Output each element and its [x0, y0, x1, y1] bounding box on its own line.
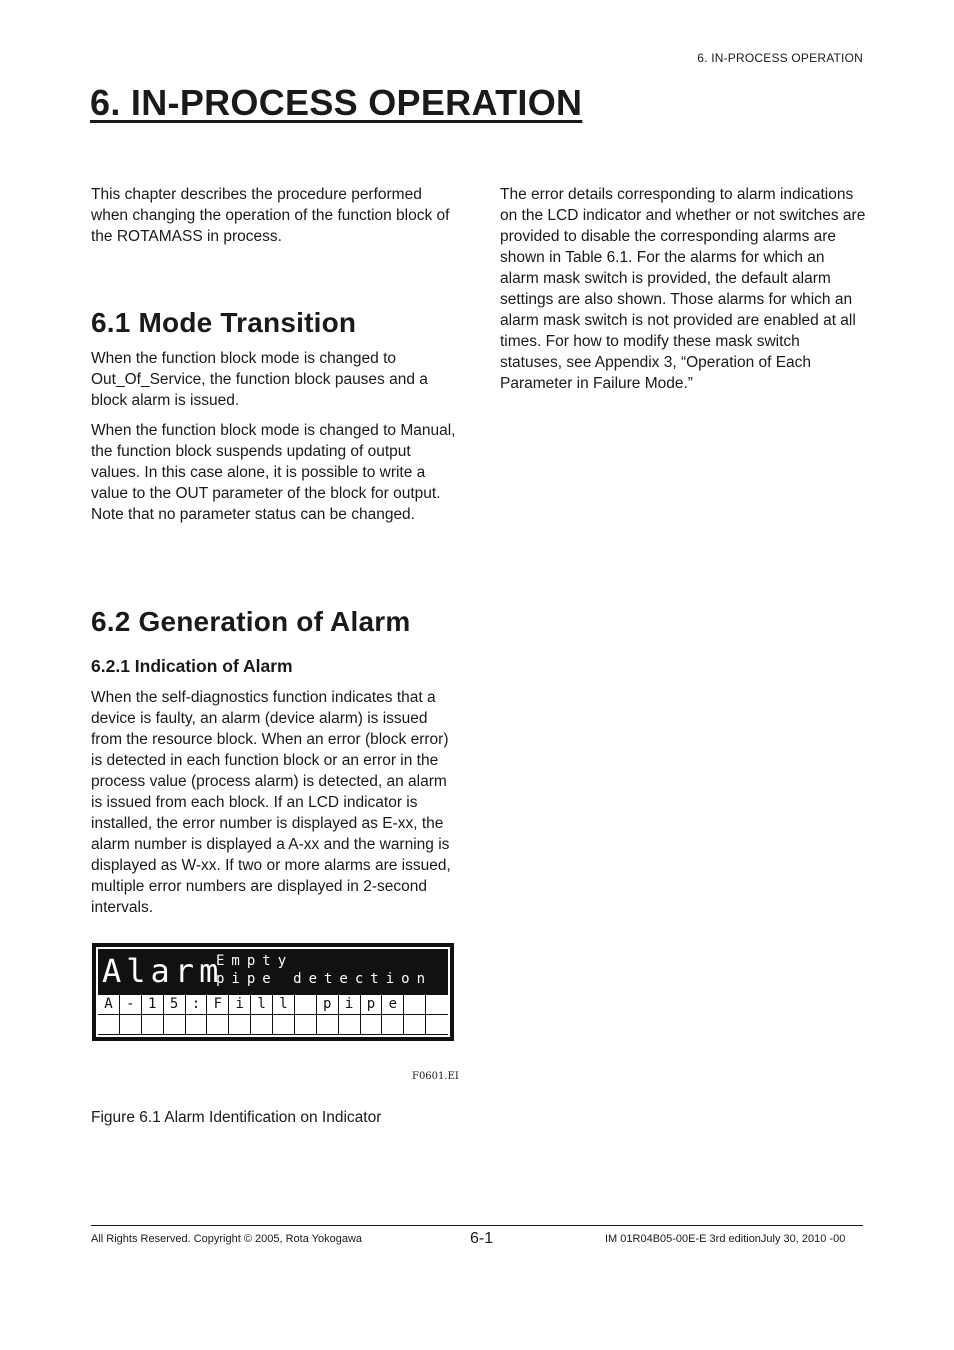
indication-of-alarm-paragraph: When the self-diagnostics function indicates that a device is faulty, an alarm (device alarm) is issued from the resource block. When an error (block error) is detected in each function block or an error in the process value (process alarm) is detected, an alarm is issued from each block. If an LCD indicator is installed, the error number is displayed as E-xx, the alarm number is displayed a A-xx and the warning is displayed as W-xx. If two or more alarms are issued, multiple error numbers are displayed in 2-second intervals. — [91, 689, 451, 916]
lcd-cell — [207, 1015, 229, 1035]
lcd-cell — [251, 1015, 273, 1035]
lcd-cell — [295, 1015, 317, 1035]
lcd-cell: l — [251, 995, 273, 1015]
section-6-1-title: 6.1 Mode Transition — [91, 307, 357, 338]
figure-code: F0601.EI — [412, 1071, 459, 1082]
lcd-cell — [273, 1015, 295, 1035]
footer-page-number: 6-1 — [470, 1230, 494, 1247]
lcd-cell: p — [361, 995, 383, 1015]
subsection-6-2-1-title: 6.2.1 Indication of Alarm — [91, 656, 293, 676]
lcd-cell: i — [229, 995, 251, 1015]
lcd-cell — [404, 995, 426, 1015]
lcd-cell — [229, 1015, 251, 1035]
lcd-cell — [98, 1015, 120, 1035]
lcd-cell: A — [98, 995, 120, 1015]
lcd-cell — [339, 1015, 361, 1035]
lcd-cell: 5 — [164, 995, 186, 1015]
section-6-2-title: 6.2 Generation of Alarm — [91, 606, 411, 637]
lcd-cell: l — [273, 995, 295, 1015]
lcd-cell — [120, 1015, 142, 1035]
lcd-cell — [404, 1015, 426, 1035]
lcd-cell: 1 — [142, 995, 164, 1015]
lcd-cell — [361, 1015, 383, 1035]
lcd-cell: : — [186, 995, 208, 1015]
lcd-cell — [295, 995, 317, 1015]
mode-transition-paragraph-1: When the function block mode is changed to Out_Of_Service, the function block pauses and a block alarm is issued. — [91, 350, 428, 409]
lcd-cell — [186, 1015, 208, 1035]
alarm-details-paragraph: The error details corresponding to alarm indications on the LCD indicator and whether or not switches are provided to disable the corresponding alarms are shown in Table 6.1. For the alarms for which an alarm mask switch is provided, the default alarm settings are also shown. Those alarms for which an alarm mask switch is not provided are enabled at all times. For how to modify these mask switch statuses, see Appendix 3, “Operation of Each Parameter in Failure Mode.” — [500, 186, 866, 392]
lcd-display — [96, 947, 450, 1037]
lcd-cell — [142, 1015, 164, 1035]
lcd-cell: - — [120, 995, 142, 1015]
lcd-indicator-figure — [92, 943, 454, 1041]
mode-transition-paragraph-2: When the function block mode is changed to Manual, the function block suspends updating of output values. In this case alone, it is possible to write a value to the OUT parameter of the block for output. Note that no parameter status can be changed. — [91, 422, 456, 523]
lcd-cell: F — [207, 995, 229, 1015]
running-head: 6. IN-PROCESS OPERATION — [697, 51, 863, 65]
lcd-message-line-2: pipe detection — [216, 971, 433, 987]
lcd-character-grid — [98, 995, 448, 1035]
footer-copyright: All Rights Reserved. Copyright © 2005, Rota Yokogawa — [91, 1233, 363, 1245]
lcd-alarm-text: Alarm — [102, 952, 224, 990]
lcd-cell — [426, 1015, 448, 1035]
footer-doc-info: IM 01R04B05-00E-E 3rd editionJuly 30, 2010 -00 — [605, 1233, 846, 1245]
footer-rule — [91, 1225, 863, 1226]
lcd-cell: i — [339, 995, 361, 1015]
figure-caption: Figure 6.1 Alarm Identification on Indicator — [91, 1109, 382, 1126]
lcd-message-line-1: Empty — [216, 953, 294, 969]
lcd-cell — [164, 1015, 186, 1035]
chapter-title: 6. IN-PROCESS OPERATION — [90, 82, 583, 123]
lcd-cell — [382, 1015, 404, 1035]
lcd-top-band — [98, 949, 448, 995]
lcd-cell — [317, 1015, 339, 1035]
lcd-cell: e — [382, 995, 404, 1015]
lcd-cell: p — [317, 995, 339, 1015]
lcd-cell — [426, 995, 448, 1015]
intro-paragraph: This chapter describes the procedure performed when changing the operation of the function block of the ROTAMASS in process. — [91, 186, 450, 245]
